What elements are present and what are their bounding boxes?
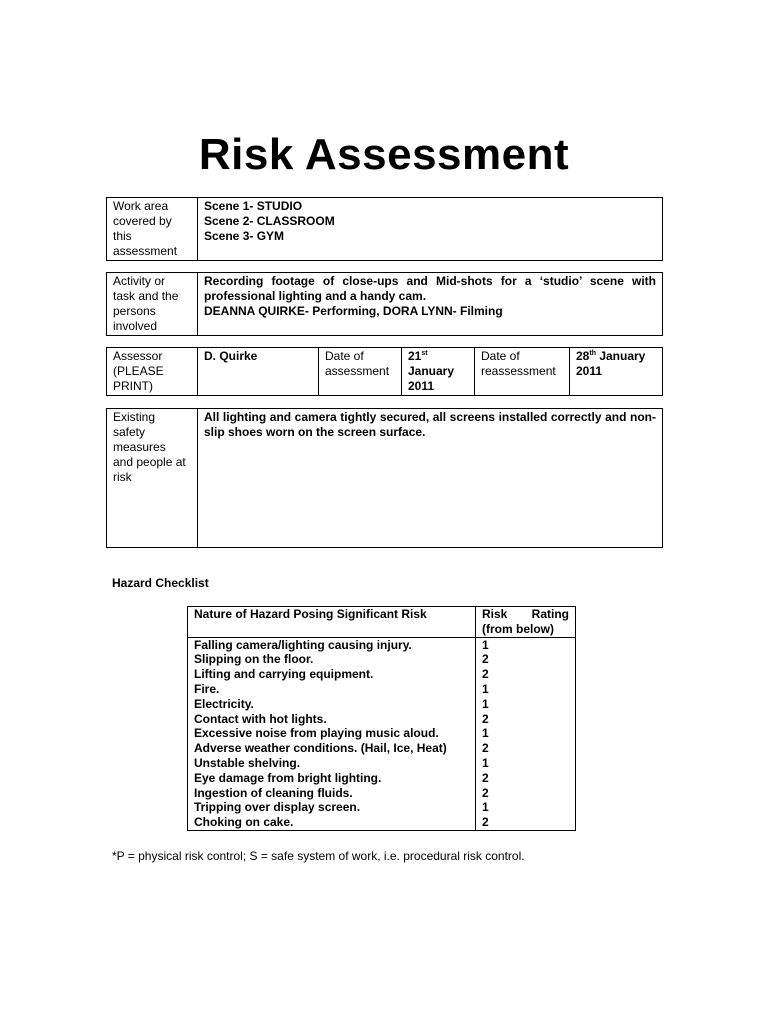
activity-label-line: persons — [113, 304, 156, 318]
assessment-date-label — [319, 348, 402, 396]
safety-label-line: safety — [113, 425, 146, 439]
safety-label-line: Existing — [113, 410, 156, 424]
assessment-day: 21 — [408, 349, 422, 363]
assessor-table — [106, 347, 663, 396]
hazard-list — [188, 637, 476, 830]
activity-table — [106, 272, 663, 336]
hazard-item: Electricity. — [194, 696, 254, 711]
scene-key: Scene 1 — [204, 199, 250, 213]
activity-value — [198, 273, 663, 336]
hazard-rating: 2 — [482, 741, 489, 756]
assessor-label-line: PRINT) — [113, 379, 153, 393]
assessment-day-suffix: st — [421, 350, 428, 357]
hazard-rating: 2 — [482, 667, 489, 682]
scene-3 — [204, 229, 656, 244]
work-area-label-line: this — [113, 229, 132, 243]
hazard-rating: 2 — [482, 770, 489, 785]
work-area-scenes — [198, 198, 663, 261]
activity-label-line: task and the — [113, 289, 179, 303]
reassessment-date-label-line: Date of — [481, 349, 520, 363]
work-area-label — [107, 198, 198, 261]
safety-table — [106, 408, 663, 548]
hazard-rating: 1 — [482, 726, 489, 741]
safety-label-line: measures — [113, 440, 166, 454]
assessor-label — [107, 348, 198, 396]
from-below-header: (from below) — [482, 621, 554, 636]
hazard-rating: 2 — [482, 815, 489, 830]
hazard-table — [187, 606, 576, 831]
work-area-label-line: covered by — [113, 214, 172, 228]
hazard-item: Tripping over display screen. — [194, 800, 361, 815]
activity-description: Recording footage of close-ups and Mid-shots for a ‘studio’ scene with professional lighting and a handy cam. — [204, 274, 656, 303]
hazard-item: Choking on cake. — [194, 815, 294, 830]
assessment-date — [402, 348, 475, 396]
reassessment-year: 2011 — [576, 364, 603, 378]
assessor-label-line: Assessor — [113, 349, 163, 363]
activity-label-line: involved — [113, 319, 158, 333]
scene-value: - STUDIO — [249, 199, 303, 213]
hazard-item: Slipping on the floor. — [194, 652, 314, 667]
rating-header-word: Rating — [531, 607, 569, 621]
hazard-table-body — [188, 637, 576, 830]
assessment-date-label-line: assessment — [325, 364, 390, 378]
safety-label — [107, 409, 198, 548]
reassessment-day: 28 — [576, 349, 590, 363]
assessment-month: January — [408, 364, 455, 378]
activity-label — [107, 273, 198, 336]
safety-text: All lighting and camera tightly secured, all screens installed correctly and non-slip shoes worn on the screen surface. — [204, 410, 656, 439]
hazard-item: Unstable shelving. — [194, 755, 301, 770]
safety-label-line: and people at — [113, 455, 186, 469]
hazard-rating: 2 — [482, 652, 489, 667]
assessor-name: D. Quirke — [198, 348, 319, 396]
page-title: Risk Assessment — [198, 130, 570, 179]
hazard-rating: 2 — [482, 785, 489, 800]
activity-label-line: Activity or — [113, 274, 166, 288]
hazard-item: Fire. — [194, 681, 220, 696]
hazard-item: Excessive noise from playing music aloud. — [194, 726, 439, 741]
hazard-item: Falling camera/lighting causing injury. — [194, 637, 412, 652]
activity-persons: DEANNA QUIRKE- Performing, DORA LYNN- Filming — [204, 304, 503, 318]
hazard-rating: 1 — [482, 681, 489, 696]
scene-key: Scene 3 — [204, 229, 250, 243]
hazard-rating: 1 — [482, 696, 489, 711]
hazard-rating: 1 — [482, 800, 489, 815]
scene-2 — [204, 214, 656, 229]
work-area-label-line: assessment — [113, 244, 178, 258]
safety-label-line: risk — [113, 470, 132, 484]
risk-header-word: Risk — [482, 607, 508, 621]
hazard-item: Lifting and carrying equipment. — [194, 667, 374, 682]
reassessment-date-label-line: reassessment — [481, 364, 556, 378]
hazard-rating: 1 — [482, 637, 489, 652]
safety-value — [198, 409, 663, 548]
footnote: *P = physical risk control; S = safe system of work, i.e. procedural risk control. — [112, 849, 525, 863]
reassessment-date — [570, 348, 663, 396]
scene-value: - GYM — [249, 229, 285, 243]
hazard-checklist-heading: Hazard Checklist — [112, 576, 209, 590]
hazard-nature-header: Nature of Hazard Posing Significant Risk — [188, 607, 476, 638]
hazard-item: Contact with hot lights. — [194, 711, 327, 726]
reassessment-month: January — [599, 349, 646, 363]
scene-key: Scene 2 — [204, 214, 250, 228]
hazard-rating: 1 — [482, 755, 489, 770]
work-area-label-line: Work area — [113, 199, 169, 213]
hazard-table-header — [188, 607, 576, 638]
assessment-date-label-line: Date of — [325, 349, 364, 363]
rating-list — [476, 637, 576, 830]
hazard-item: Ingestion of cleaning fluids. — [194, 785, 353, 800]
assessment-year: 2011 — [408, 379, 435, 393]
assessor-label-line: (PLEASE — [113, 364, 164, 378]
work-area-table — [106, 197, 663, 261]
reassessment-date-label — [475, 348, 570, 396]
scene-1 — [204, 199, 656, 214]
risk-rating-header — [476, 607, 576, 638]
reassessment-day-suffix: th — [589, 350, 596, 357]
hazard-item: Eye damage from bright lighting. — [194, 770, 382, 785]
scene-value: - CLASSROOM — [249, 214, 335, 228]
hazard-item: Adverse weather conditions. (Hail, Ice, Heat) — [194, 741, 447, 756]
hazard-rating: 2 — [482, 711, 489, 726]
